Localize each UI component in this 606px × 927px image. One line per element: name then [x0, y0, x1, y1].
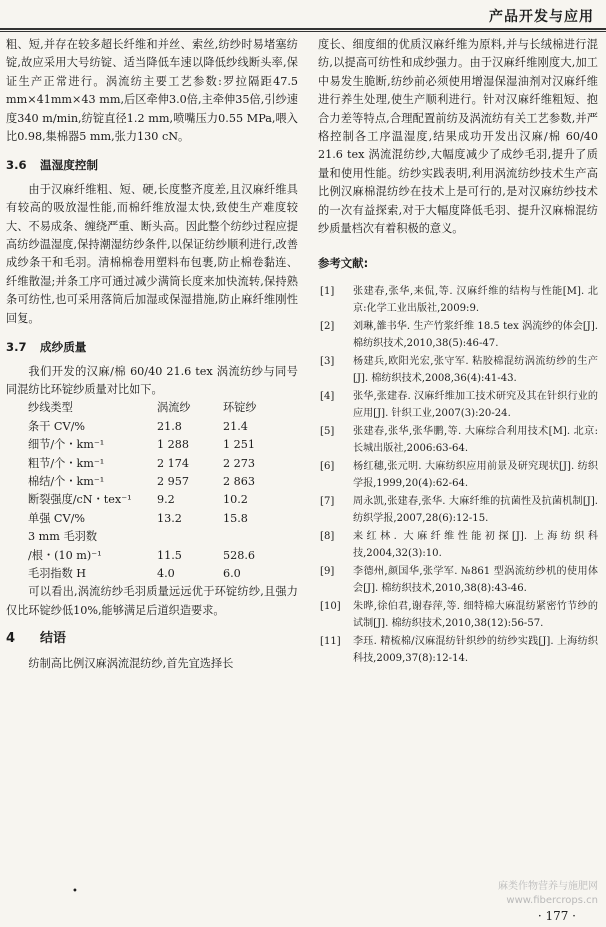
- table-cell: 528.6: [223, 548, 256, 562]
- reference-text: 张华,张建春. 汉麻纤维加工技术研究及其在针织行业的应用[J]. 针织工业,2007(3):20-24.: [353, 390, 598, 419]
- table-header-cell: 涡流纱: [157, 401, 191, 415]
- reference-item: [318, 318, 598, 352]
- watermark: [498, 880, 598, 908]
- reference-number: [9]: [320, 565, 335, 577]
- reference-item: [318, 528, 598, 562]
- table-cell: 21.8: [157, 419, 182, 433]
- reference-number: [1]: [320, 285, 335, 297]
- reference-text: 刘琳,雒书华. 生产竹浆纤维 18.5 tex 涡流纱的体会[J]. 棉纺织技术,2010,38(5):46-47.: [353, 320, 598, 349]
- table-header-cell: 环锭纱: [223, 401, 257, 415]
- intro-paragraph: 粗、短,并存在较多超长纤维和并丝、索丝,纺纱时易堵塞纺锭,故应采用大号纺锭、适当降低车速以降低纱线断头率,保证生产正常进行。涡流纺主要工艺参数:罗拉隔距47.5 mm×41mm×43 mm,后区牵伸3.0倍,主牵伸35倍,引纱速度340 m/min,纺锭直径1.2 mm,喷嘴压力0.55 MPa,喂入比0.98,集棉器5 mm,张力130 cN。: [6, 38, 298, 144]
- table-cell: [223, 528, 293, 546]
- reference-item: [318, 283, 598, 317]
- table-row: [6, 528, 293, 546]
- reference-number: [7]: [320, 495, 335, 507]
- table-cell: 棉结/个・km⁻¹: [28, 474, 105, 488]
- table-cell: 粗节/个・km⁻¹: [28, 456, 105, 470]
- header-section-title: 产品开发与应用: [489, 9, 594, 25]
- table-cell: 21.4: [223, 419, 248, 433]
- reference-text: 周永凯,张建春,张华. 大麻纤维的抗菌性及抗菌机制[J]. 纺织学报,2007,28(6):12-15.: [353, 495, 598, 524]
- reference-text: 李珏. 精梳棉/汉麻混纺针织纱的纺纱实践[J]. 上海纺织科技,2009,37(8):12-14.: [353, 635, 598, 664]
- header-rule: [0, 28, 606, 30]
- section-number: 3.6: [6, 158, 27, 173]
- table-cell: 3 mm 毛羽数: [28, 530, 98, 544]
- page-number: · 177 ·: [537, 909, 576, 923]
- reference-number: [5]: [320, 425, 335, 437]
- quality-intro-paragraph: 我们开发的汉麻/棉 60/40 21.6 tex 涡流纺纱与同号同混纺比环锭纱质量对比如下。: [6, 364, 298, 396]
- reference-item: [318, 493, 598, 527]
- header-rule-thin: [0, 31, 606, 32]
- table-cell: 4.0: [157, 566, 175, 580]
- table-cell: 2 174: [157, 456, 190, 470]
- table-cell: 13.2: [157, 511, 182, 525]
- reference-item: [318, 388, 598, 422]
- references-list: [318, 283, 598, 667]
- quality-table: [6, 399, 293, 583]
- conclusion-paragraph: 纺制高比例汉麻涡流混纺纱,首先宜选择长: [28, 656, 234, 670]
- watermark-line: www.fibercrops.cn: [506, 895, 598, 906]
- section-title: 温湿度控制: [40, 158, 98, 173]
- quality-conclusion-paragraph: 可以看出,涡流纺纱毛羽质量远远优于环锭纺纱,且强力仅比环锭纱低10%,能够满足后道织造要求。: [6, 585, 298, 617]
- section-4-heading: [6, 630, 298, 648]
- table-cell: /根・(10 m)⁻¹: [28, 548, 102, 562]
- humidity-paragraph: 由于汉麻纤维粗、短、硬,长度整齐度差,且汉麻纤维具有较高的吸放湿性能,而棉纤维放湿太快,致使生产难度较大、不易成条、缠绕严重、断头高。因此整个纺纱过程应提高纺纱温湿度,保持潮湿纺纱条件,以保证纺纱顺利进行,改善成纱条干和毛羽。清棉棉卷用塑料布包裹,防止棉卷黏连、纤维散湿;并条工序可通过减少满筒长度来加快流转,保持熟条可纺性,也可采用落筒后加湿或保湿措施,防止麻纤维刚性回复。: [6, 182, 298, 325]
- reference-text: 张建春,张华,张华鹏,等. 大麻综合利用技术[M]. 北京:长城出版社,2006:63-64.: [353, 425, 598, 454]
- table-header-cell: 纱线类型: [28, 401, 73, 415]
- table-cell: 细节/个・km⁻¹: [28, 438, 105, 452]
- table-cell: 1 288: [157, 438, 190, 452]
- table-row: [6, 547, 293, 565]
- reference-number: [3]: [320, 355, 335, 367]
- section-number: 3.7: [6, 340, 27, 355]
- reference-text: 张建春,张华,来侃,等. 汉麻纤维的结构与性能[M]. 北京:化学工业出版社,2009:9.: [353, 285, 598, 314]
- table-cell: 2 957: [157, 474, 190, 488]
- right-column: [318, 36, 598, 668]
- reference-number: [6]: [320, 460, 335, 472]
- table-row: [6, 455, 293, 473]
- section-title: 结语: [40, 631, 67, 647]
- table-cell: 条干 CV/%: [28, 419, 85, 433]
- footer-bullet: •: [72, 886, 78, 897]
- table-cell: [157, 528, 223, 546]
- table-cell: 10.2: [223, 493, 248, 507]
- conclusion-continued-paragraph: 度长、细度细的优质汉麻纤维为原料,并与长绒棉进行混纺,以提高可纺性和成纱强力。由于汉麻纤维刚度大,加工中易发生脆断,纺纱前必须使用增湿保湿油剂对汉麻纤维进行养生处理,使生产顺利进行。针对汉麻纤维粗短、抱合力差等特点,合理配置前纺及涡流纺有关工艺参数,并严格控制各工序温湿度,结果成功开发出汉麻/棉 60/40 21.6 tex 涡流混纺纱,大幅度减少了成纱毛羽,提升了质量和使用性能。纺纱实践表明,利用涡流纺纱技术生产高比例汉麻棉混纺纱在技术上是可行的,是对汉麻纺纱技术的一次有益探索,对于大幅度降低毛羽、提升汉麻棉混纺纱质量档次有着积极的意义。: [318, 38, 598, 236]
- reference-text: 杨建兵,欧阳光宏,张守军. 粘胶棉混纺涡流纺纱的生产[J]. 棉纺织技术,2008,36(4):41-43.: [353, 355, 598, 384]
- reference-item: [318, 458, 598, 492]
- table-cell: 断裂强度/cN・tex⁻¹: [28, 493, 132, 507]
- reference-item: [318, 423, 598, 457]
- table-cell: 2 273: [223, 456, 256, 470]
- watermark-line: 麻类作物营养与施肥网: [498, 881, 598, 892]
- table-cell: 11.5: [157, 548, 182, 562]
- table-row: [6, 565, 293, 583]
- table-row: [6, 510, 293, 528]
- reference-item: [318, 633, 598, 667]
- table-cell: 6.0: [223, 566, 241, 580]
- table-cell: 2 863: [223, 474, 256, 488]
- reference-number: [11]: [320, 635, 341, 647]
- table-row: [6, 491, 293, 509]
- table-cell: 单强 CV/%: [28, 511, 85, 525]
- table-cell: 9.2: [157, 493, 175, 507]
- section-3-6-heading: [6, 156, 298, 174]
- reference-number: [8]: [320, 530, 335, 542]
- reference-number: [2]: [320, 320, 335, 332]
- reference-text: 李德州,颜国华,张学军. №861 型涡流纺纱机的使用体会[J]. 棉纺织技术,2010,38(8):43-46.: [353, 565, 598, 594]
- section-number: 4: [6, 631, 16, 647]
- reference-number: [10]: [320, 600, 341, 612]
- table-cell: 毛羽指数 H: [28, 566, 87, 580]
- table-header-row: [6, 399, 293, 417]
- table-row: [6, 418, 293, 436]
- reference-text: 杨红穗,张元明. 大麻纺织应用前景及研究现状[J]. 纺织学报,1999,20(4):62-64.: [353, 460, 598, 489]
- references-heading: 参考文献:: [318, 256, 369, 271]
- section-title: 成纱质量: [40, 340, 87, 355]
- reference-text: 来红林. 大麻纤维性能初探[J]. 上海纺织科技,2004,32(3):10.: [353, 530, 598, 559]
- reference-item: [318, 353, 598, 387]
- table-cell: 1 251: [223, 438, 256, 452]
- section-3-7-heading: [6, 338, 298, 356]
- reference-number: [4]: [320, 390, 335, 402]
- table-row: [6, 436, 293, 454]
- table-cell: 15.8: [223, 511, 248, 525]
- table-row: [6, 473, 293, 491]
- reference-item: [318, 563, 598, 597]
- reference-text: 朱晔,徐伯君,谢春萍,等. 细特棉大麻混纺紧密竹节纱的试制[J]. 棉纺织技术,2010,38(12):56-57.: [353, 600, 598, 629]
- reference-item: [318, 598, 598, 632]
- left-column: [6, 36, 298, 673]
